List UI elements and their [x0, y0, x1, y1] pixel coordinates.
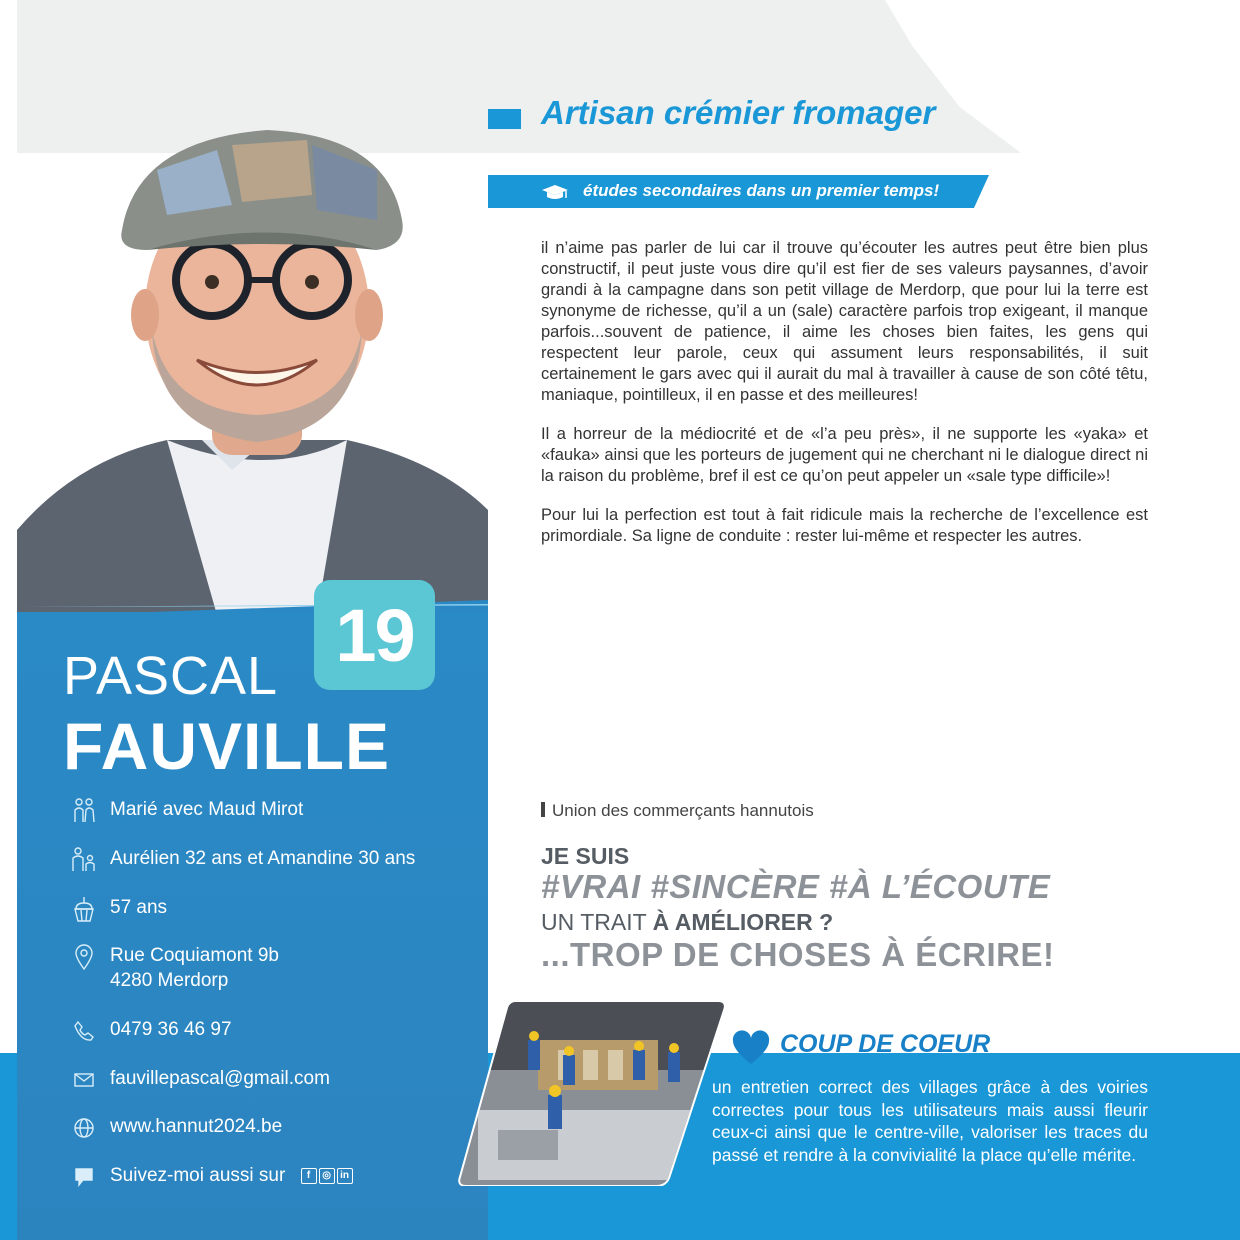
address-line1: Rue Coquiamont 9b [110, 945, 279, 966]
family-icon [70, 846, 98, 874]
je-suis-label: JE SUIS [541, 843, 630, 869]
title-accent-bar [488, 109, 521, 129]
family-status: Marié avec Maud Mirot [110, 799, 304, 820]
profession-title: Artisan crémier fromager [541, 94, 936, 131]
improve-question [541, 909, 833, 936]
age: 57 ans [110, 897, 168, 918]
hashtags: #VRAI #SINCÈRE #À L’ÉCOUTE [541, 868, 1051, 905]
info-email-row [70, 1066, 330, 1094]
association-label: Union des commerçants hannutois [552, 801, 814, 820]
facebook-icon[interactable]: f [301, 1168, 317, 1184]
linkedin-icon[interactable]: in [337, 1168, 353, 1184]
globe-icon [70, 1114, 98, 1142]
heart-icon [731, 1030, 771, 1071]
info-children-row [70, 846, 415, 874]
candidate-portrait [17, 110, 488, 615]
candidate-last-name: FAUVILLE [63, 709, 391, 783]
instagram-icon[interactable]: ◎ [319, 1168, 335, 1184]
improve-bold: À AMÉLIORER ? [652, 909, 834, 935]
improve-answer: ...TROP DE CHOSES À ÉCRIRE! [541, 936, 1055, 973]
website-link[interactable]: www.hannut2024.be [110, 1116, 283, 1137]
coup-de-coeur-text: un entretien correct des villages grâce à des voiries correctes pour tous les utilisateurs mais aussi fleurir ceux-ci ainsi que le centre-ville, valoriser les traces du passé et rendre à la convivialité la place qu’elle mérite. [712, 1077, 1148, 1165]
improve-prefix: UN TRAIT [541, 909, 653, 935]
workers-photo [458, 1000, 726, 1186]
info-social-row [70, 1163, 353, 1191]
address-line2: 4280 Merdorp [110, 970, 229, 991]
phone-icon [70, 1017, 98, 1045]
bio-paragraph: Pour lui la perfection est tout à fait ridicule mais la recherche de l’excellence est primordiale. Sa ligne de conduite : rester lui-même et respecter les autres. [541, 506, 1148, 545]
association-marker [541, 802, 545, 817]
info-phone-row [70, 1017, 232, 1045]
association [541, 801, 814, 821]
children-info: Aurélien 32 ans et Amandine 30 ans [110, 848, 416, 869]
info-family-row [70, 797, 303, 825]
candidate-number-badge: 19 [314, 580, 435, 690]
chat-icon [70, 1163, 98, 1191]
biography [541, 238, 1148, 565]
social-label: Suivez-moi aussi sur [110, 1165, 286, 1186]
envelope-icon [70, 1066, 98, 1094]
info-website-row [70, 1114, 282, 1142]
candidate-first-name: PASCAL [63, 646, 279, 706]
email-link[interactable]: fauvillepascal@gmail.com [110, 1068, 330, 1089]
bio-paragraph: il n’aime pas parler de lui car il trouve qu’écouter les autres peut être bien plus constructif, il peut juste vous dire qu’il est fier de ses valeurs paysannes, d’avoir grandi à la campagne dans son petit village de Merdorp, que pour lui la terre est synonyme de richesse, qu’il a un (sale) caractère parfois trop exigeant, il manque parfois...souvent de patience, il aime les choses bien faites, les gens qui respectent leur parole, ceux qui assument leurs responsabilités, il suit certainement le gars avec qui il aurait du mal à travailler à cause de son côté têtu, maniaque, pointilleux, il en passe et des meilleures! [541, 239, 1148, 404]
location-pin-icon [70, 943, 98, 971]
couple-icon [70, 797, 98, 825]
education-text: études secondaires dans un premier temps! [583, 181, 940, 200]
info-age-row [70, 895, 167, 923]
coup-de-coeur-title: COUP DE COEUR [780, 1030, 991, 1058]
graduation-cap-icon [540, 182, 570, 209]
cupcake-icon [70, 895, 98, 923]
bio-paragraph: Il a horreur de la médiocrité et de «l’a peu près», il ne supporte les «yaka» et «fauka» ainsi que les porteurs de jugement qui ne cherchant ni le dialogue direct ni la raison du problème, bref il est ce qu’on peut appeler un «sale type difficile»! [541, 425, 1148, 485]
info-address-row [70, 943, 279, 993]
phone-number[interactable]: 0479 36 46 97 [110, 1019, 232, 1040]
